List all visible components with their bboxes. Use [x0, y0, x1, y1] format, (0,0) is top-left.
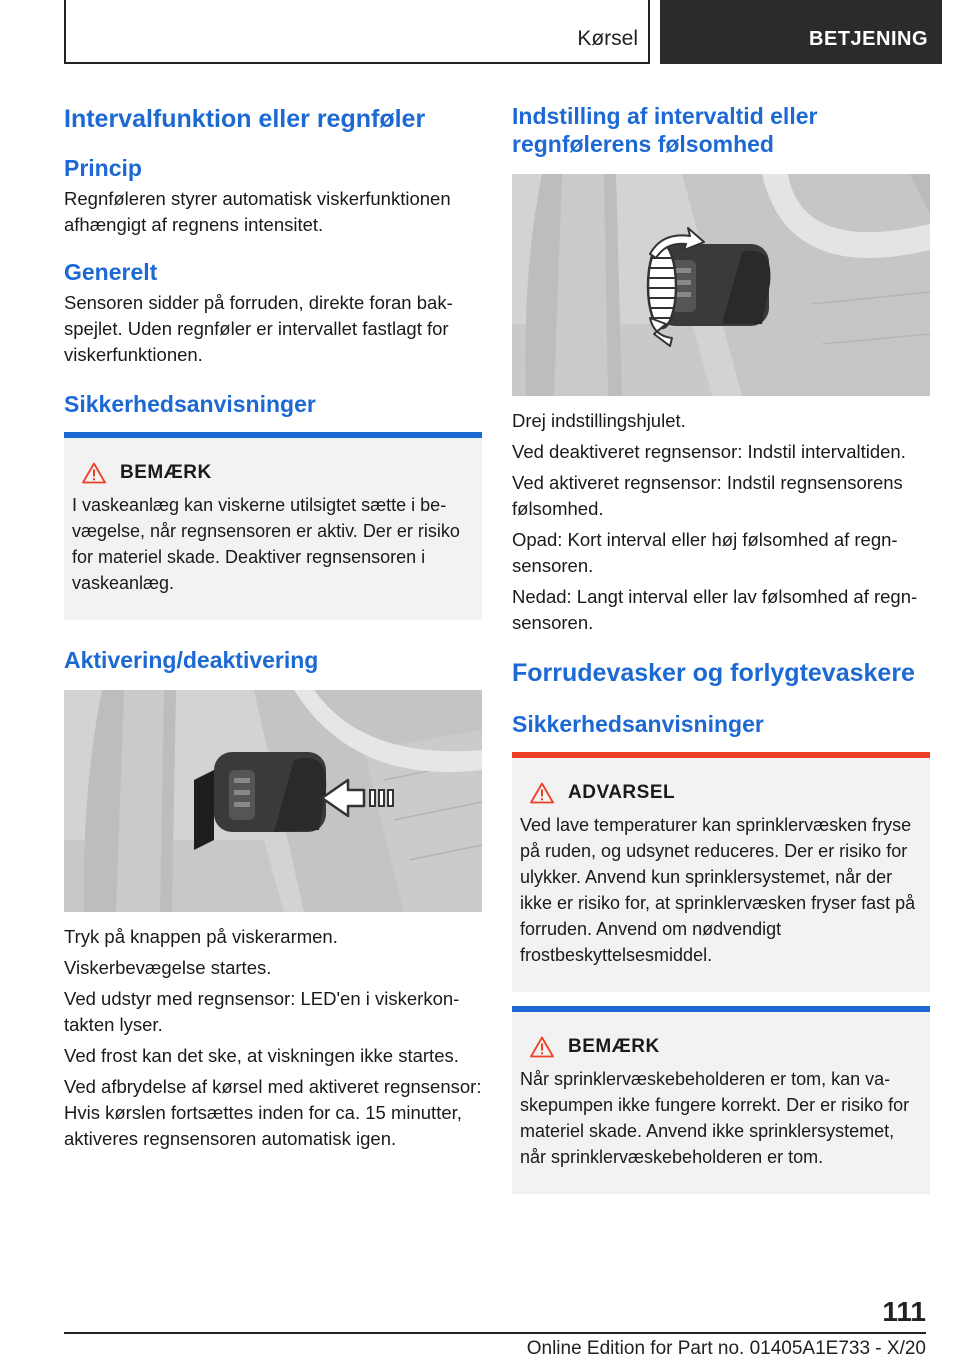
footer-edition: Online Edition for Part no. 01405A1E733 - X/20 [526, 1338, 926, 1359]
text-activation-2: Viskerbevægelse startes. [64, 957, 272, 978]
note-title-text: BEMÆRK [120, 462, 212, 483]
header-chapter: BETJENING [809, 28, 928, 50]
heading-activation: Aktivering/deaktivering [64, 647, 319, 673]
right-column [512, 100, 930, 1194]
text-setting-4: Opad: Kort interval eller høj følsomhed af regnsensoren. [512, 529, 898, 576]
warning-box-freezing [512, 752, 930, 992]
page-number: 111 [882, 1296, 926, 1327]
figure-adjust-wheel [512, 174, 930, 396]
note-box-empty-reservoir [512, 1006, 930, 1194]
text-activation-1: Tryk på knappen på viskerarmen. [64, 926, 338, 947]
text-activation-3: Ved udstyr med regnsensor: LED'en i viskerkontakten lyser. [64, 988, 460, 1035]
heading-principle: Princip [64, 155, 142, 181]
adjust-wheel-illustration [512, 174, 930, 396]
title-interval-function: Intervalfunktion eller regnføler [64, 105, 426, 133]
note-title-text: BEMÆRK [568, 1036, 660, 1057]
header-frame [64, 0, 650, 64]
warning-title-text: ADVARSEL [568, 782, 676, 803]
header-chapter-tab [660, 0, 942, 64]
left-column [64, 100, 482, 1152]
note-title [82, 460, 474, 486]
warning-triangle-icon [530, 782, 554, 804]
note-title [530, 1034, 922, 1060]
heading-safety-left: Sikkerhedsanvisninger [64, 391, 316, 417]
figure-wiper-button [64, 690, 482, 912]
wiper-button-illustration [64, 690, 482, 912]
heading-safety-right: Sikkerhedsanvisninger [512, 711, 764, 737]
note-text: I vaskeanlæg kan viskerne utilsigtet sætte i bevægelse, når regnsensoren er aktiv. Der er risiko for materiel skade. Deaktiver regnsensoren i vaskeanlæg. [72, 495, 460, 593]
text-setting-2: Ved deaktiveret regnsensor: Indstil intervaltiden. [512, 441, 906, 462]
text-setting-5: Nedad: Langt interval eller lav følsomhed af regnsensoren. [512, 586, 918, 633]
header-section: Kørsel [577, 27, 638, 50]
heading-washer: Forrudevasker og forlygtevaskere [512, 659, 915, 687]
heading-general: Generelt [64, 259, 158, 285]
note-box-car-wash [64, 432, 482, 620]
text-setting-1: Drej indstillingshjulet. [512, 410, 686, 431]
text-general: Sensoren sidder på forruden, direkte foran bakspejlet. Uden regnføler er intervallet fastlagt for viskerfunktionen. [64, 292, 453, 365]
text-activation-4: Ved frost kan det ske, at viskningen ikke startes. [64, 1045, 459, 1066]
warning-triangle-icon [530, 1036, 554, 1058]
warning-triangle-icon [82, 462, 106, 484]
text-principle: Regnføleren styrer automatisk viskerfunktionen afhængigt af regnens intensitet. [64, 188, 451, 235]
footer-divider [64, 1332, 926, 1334]
note-text: Når sprinklervæskebeholderen er tom, kan vaskepumpen ikke fungere korrekt. Der er risiko for materiel skade. Anvend ikke sprinklersystemet, når sprinklervæskebeholderen er tom. [520, 1069, 910, 1167]
title-interval-setting: Indstilling af intervaltid eller regnfølerens følsomhed [512, 103, 818, 157]
text-setting-3: Ved aktiveret regnsensor: Indstil regnsensorens følsomhed. [512, 472, 903, 519]
warning-title [530, 780, 922, 806]
text-activation-5: Ved afbrydelse af kørsel med aktiveret regnsensor: Hvis kørslen fortsættes inden for ca. 15 minutter, aktiveres regnsensoren automatisk igen. [64, 1076, 482, 1149]
warning-text: Ved lave temperaturer kan sprinklervæsken fryse på ruden, og udsynet reduceres. Der er risiko for ulykker. Anvend kun sprinklersystemet, når der ikke er risiko for, at sprinklervæsken fryser fast på forruden. Anvend om nødvendigt frostbeskyttelsesmiddel. [520, 815, 916, 965]
